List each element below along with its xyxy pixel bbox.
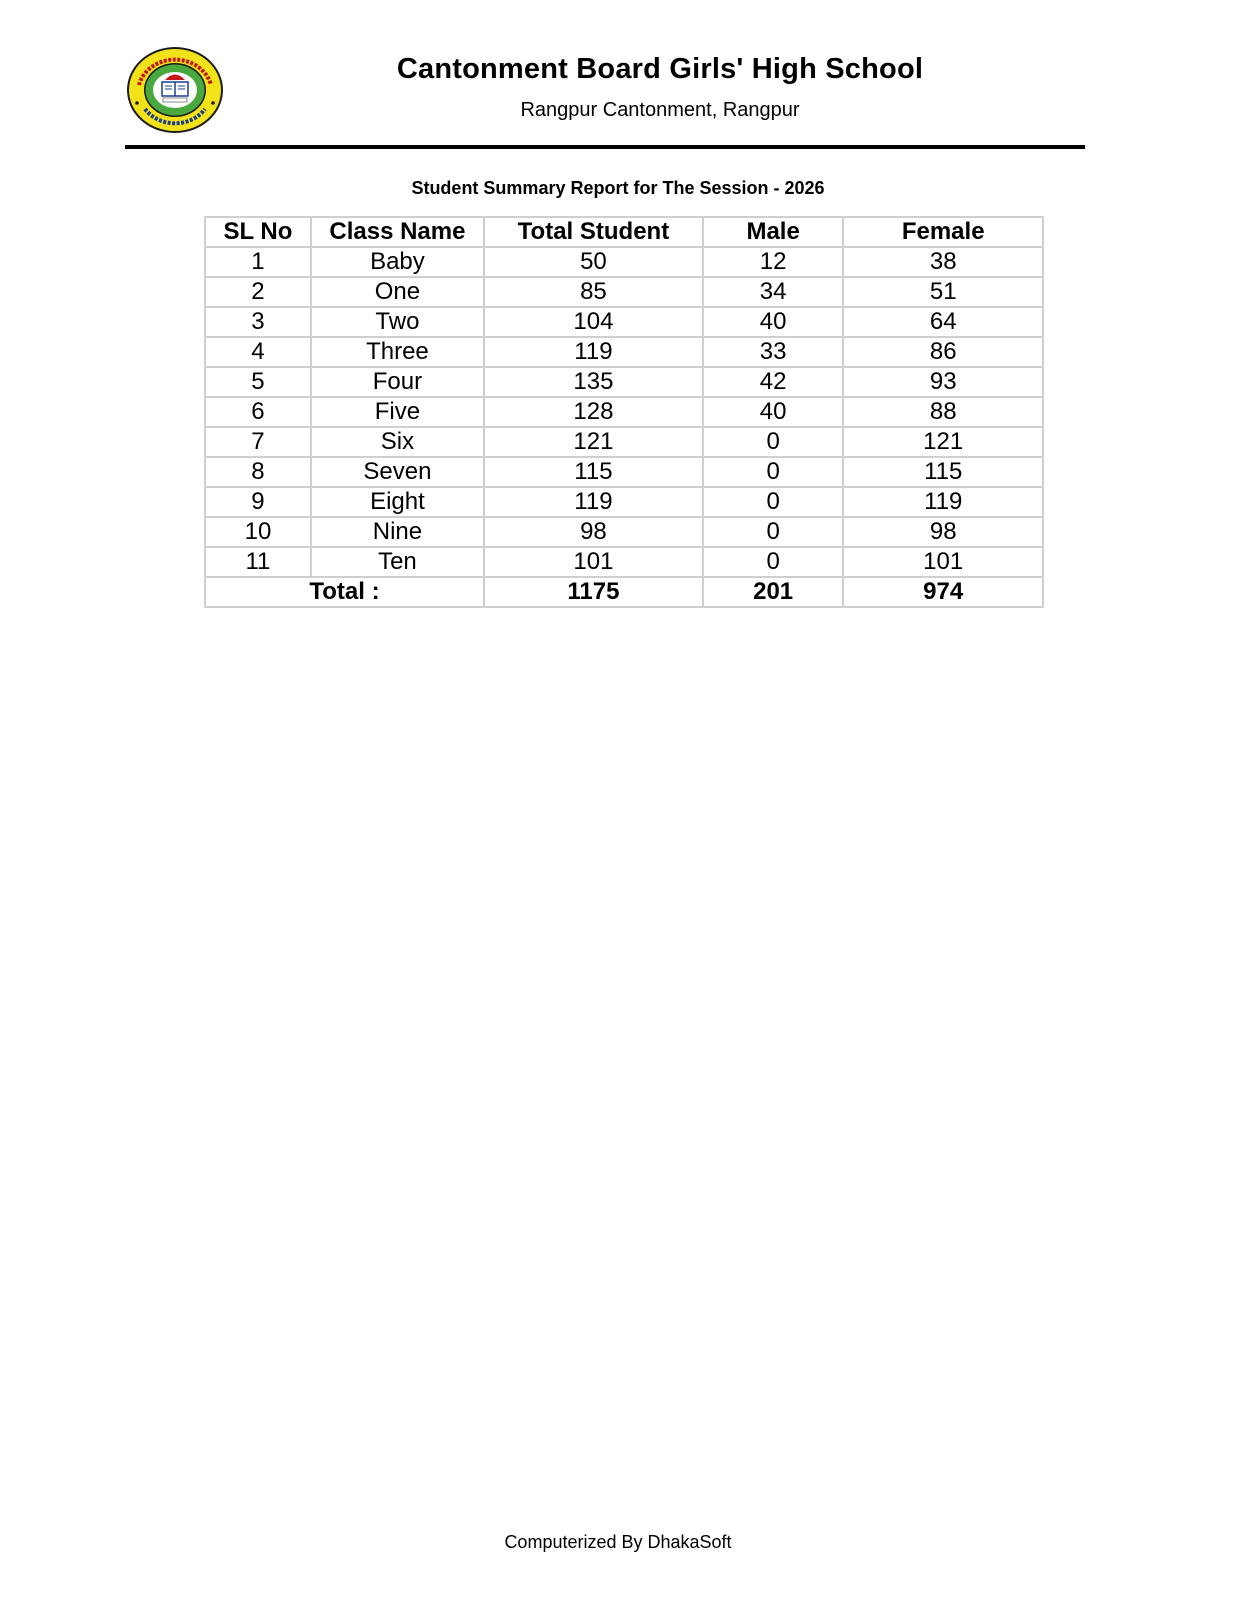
- sl-cell: 7: [205, 427, 311, 457]
- table-row: [205, 397, 1043, 427]
- school-address: Rangpur Cantonment, Rangpur: [520, 99, 800, 121]
- total-cell: 104: [484, 307, 703, 337]
- class-name-cell: Five: [311, 397, 484, 427]
- female-cell: 88: [843, 397, 1043, 427]
- column-header-female: Female: [843, 217, 1043, 247]
- total-female-sum: 974: [843, 577, 1043, 607]
- sl-cell: 3: [205, 307, 311, 337]
- female-cell: 86: [843, 337, 1043, 367]
- report-title: Student Summary Report for The Session - 2026: [411, 178, 825, 198]
- male-cell: 0: [703, 487, 844, 517]
- sl-cell: 11: [205, 547, 311, 577]
- column-header-sl-no: SL No: [205, 217, 311, 247]
- total-cell: 98: [484, 517, 703, 547]
- female-cell: 64: [843, 307, 1043, 337]
- female-cell: 93: [843, 367, 1043, 397]
- table-row: [205, 427, 1043, 457]
- female-cell: 38: [843, 247, 1043, 277]
- total-cell: 119: [484, 487, 703, 517]
- sl-cell: 1: [205, 247, 311, 277]
- total-cell: 85: [484, 277, 703, 307]
- total-cell: 119: [484, 337, 703, 367]
- male-cell: 42: [703, 367, 844, 397]
- class-name-cell: Two: [311, 307, 484, 337]
- class-name-cell: Six: [311, 427, 484, 457]
- total-cell: 101: [484, 547, 703, 577]
- class-name-cell: Seven: [311, 457, 484, 487]
- total-student-sum: 1175: [484, 577, 703, 607]
- student-summary-table: [204, 216, 1044, 608]
- table-row: [205, 247, 1043, 277]
- total-male-sum: 201: [703, 577, 844, 607]
- header-divider: [125, 145, 1085, 149]
- sl-cell: 4: [205, 337, 311, 367]
- female-cell: 115: [843, 457, 1043, 487]
- female-cell: 121: [843, 427, 1043, 457]
- sl-cell: 9: [205, 487, 311, 517]
- female-cell: 119: [843, 487, 1043, 517]
- table-header-row: [205, 217, 1043, 247]
- total-row: [205, 577, 1043, 607]
- school-name: Cantonment Board Girls' High School: [396, 53, 924, 85]
- column-header-male: Male: [703, 217, 844, 247]
- table-row: [205, 337, 1043, 367]
- class-name-cell: Eight: [311, 487, 484, 517]
- male-cell: 0: [703, 547, 844, 577]
- footer-credit: Computerized By DhakaSoft: [504, 1532, 732, 1552]
- male-cell: 33: [703, 337, 844, 367]
- total-cell: 115: [484, 457, 703, 487]
- sl-cell: 2: [205, 277, 311, 307]
- table-row: [205, 517, 1043, 547]
- male-cell: 40: [703, 307, 844, 337]
- female-cell: 51: [843, 277, 1043, 307]
- total-cell: 128: [484, 397, 703, 427]
- male-cell: 40: [703, 397, 844, 427]
- column-header-class-name: Class Name: [311, 217, 484, 247]
- total-cell: 135: [484, 367, 703, 397]
- table-row: [205, 457, 1043, 487]
- male-cell: 0: [703, 517, 844, 547]
- female-cell: 98: [843, 517, 1043, 547]
- table-row: [205, 487, 1043, 517]
- total-cell: 121: [484, 427, 703, 457]
- sl-cell: 10: [205, 517, 311, 547]
- class-name-cell: Three: [311, 337, 484, 367]
- total-label: Total :: [205, 577, 484, 607]
- column-header-total-student: Total Student: [484, 217, 703, 247]
- class-name-cell: Baby: [311, 247, 484, 277]
- class-name-cell: Four: [311, 367, 484, 397]
- male-cell: 0: [703, 457, 844, 487]
- class-name-cell: One: [311, 277, 484, 307]
- table-row: [205, 277, 1043, 307]
- male-cell: 12: [703, 247, 844, 277]
- male-cell: 34: [703, 277, 844, 307]
- total-cell: 50: [484, 247, 703, 277]
- sl-cell: 5: [205, 367, 311, 397]
- sl-cell: 6: [205, 397, 311, 427]
- table-row: [205, 307, 1043, 337]
- sl-cell: 8: [205, 457, 311, 487]
- female-cell: 101: [843, 547, 1043, 577]
- table-row: [205, 547, 1043, 577]
- class-name-cell: Ten: [311, 547, 484, 577]
- table-row: [205, 367, 1043, 397]
- male-cell: 0: [703, 427, 844, 457]
- class-name-cell: Nine: [311, 517, 484, 547]
